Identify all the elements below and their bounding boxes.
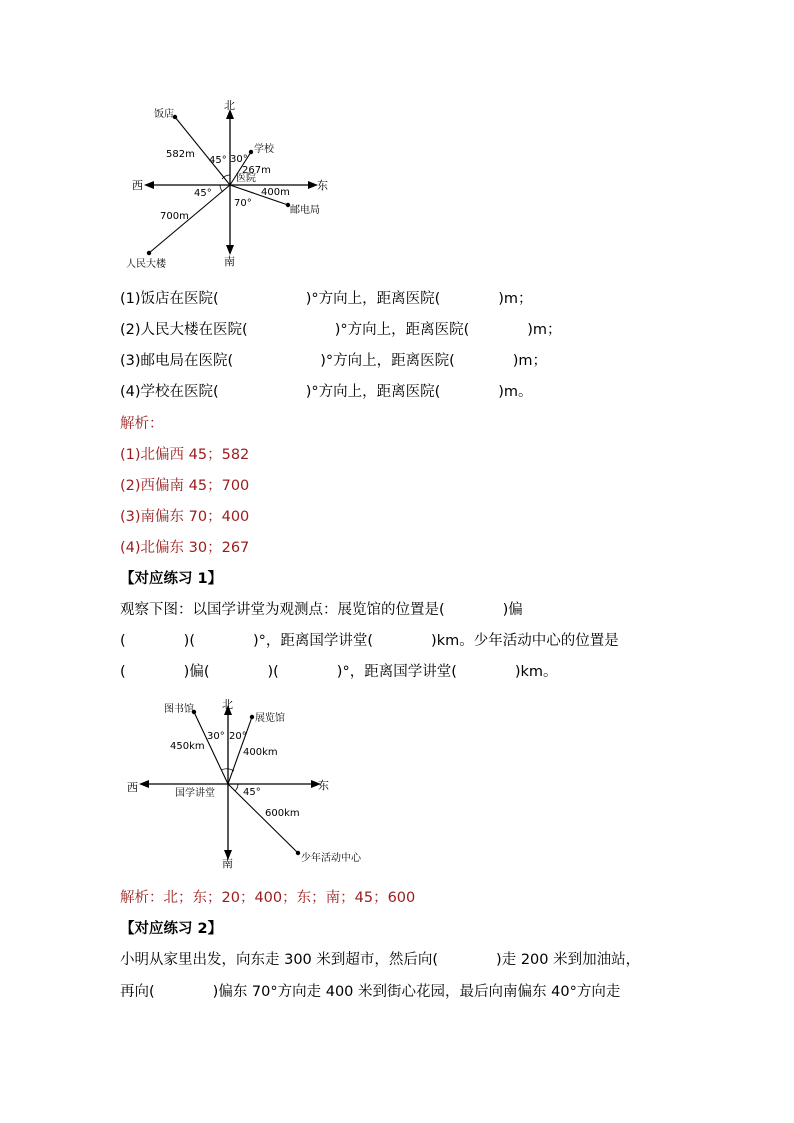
question-1: (1)饭店在医院( )°方向上，距离医院( )m； xyxy=(120,291,533,307)
compass-diagram-hospital xyxy=(120,95,340,275)
angle-nw: 45° xyxy=(209,155,227,166)
label-hospital: 医院 xyxy=(236,173,256,184)
label-restaurant: 饭店 xyxy=(154,109,174,120)
arc-sw xyxy=(220,185,223,192)
practice1-heading: 【对应练习 1】 xyxy=(120,571,223,587)
dist-people-building: 700m xyxy=(160,211,189,222)
label-west: 西 xyxy=(127,781,138,794)
practice2-heading: 【对应练习 2】 xyxy=(120,921,223,937)
question-3: (3)邮电局在医院( )°方向上，距离医院( )m； xyxy=(120,353,548,369)
label-east: 东 xyxy=(317,179,328,192)
dist-youth-center: 600km xyxy=(265,808,300,819)
dot-youth-center xyxy=(296,851,300,855)
label-east: 东 xyxy=(318,779,329,792)
label-post-office: 邮电局 xyxy=(290,205,320,216)
label-library: 图书馆 xyxy=(164,704,194,715)
angle-ne: 20° xyxy=(229,731,247,742)
analysis-answer-4: (4)北偏东 30；267 xyxy=(120,540,250,556)
analysis-answer-3: (3)南偏东 70；400 xyxy=(120,509,250,525)
dist-library: 450km xyxy=(170,741,205,752)
angle-se: 45° xyxy=(243,787,261,798)
label-south: 南 xyxy=(222,857,233,870)
practice1-line-2: ( )( )°，距离国学讲堂( )km。少年活动中心的位置是 xyxy=(120,633,619,649)
compass-diagram-lecture-hall xyxy=(115,695,385,870)
dist-post-office: 400m xyxy=(261,187,290,198)
dot-school xyxy=(249,150,253,154)
angle-sw: 45° xyxy=(194,188,212,199)
arrow-south xyxy=(226,245,234,255)
angle-se: 70° xyxy=(234,198,252,209)
label-south: 南 xyxy=(224,255,235,268)
angle-ne: 30° xyxy=(230,154,248,165)
label-north: 北 xyxy=(222,698,233,711)
label-people-building: 人民大楼 xyxy=(126,259,166,270)
dist-exhibition: 400km xyxy=(243,747,278,758)
question-2: (2)人民大楼在医院( )°方向上，距离医院( )m； xyxy=(120,322,562,338)
arrow-west xyxy=(139,780,149,788)
question-4: (4)学校在医院( )°方向上，距离医院( )m。 xyxy=(120,384,533,400)
practice1-line-3: ( )偏( )( )°，距离国学讲堂( )km。 xyxy=(120,664,558,680)
dot-people-building xyxy=(147,251,151,255)
dist-school: 267m xyxy=(242,165,271,176)
analysis-answer-2: (2)西偏南 45；700 xyxy=(120,478,250,494)
label-north: 北 xyxy=(224,99,235,112)
practice2-line-1: 小明从家里出发，向东走 300 米到超市，然后向( )走 200 米到加油站， xyxy=(120,952,641,968)
label-youth-center: 少年活动中心 xyxy=(301,853,361,864)
label-west: 西 xyxy=(132,179,143,192)
angle-nw: 30° xyxy=(207,731,225,742)
arrow-west xyxy=(144,181,154,189)
arc-se xyxy=(235,784,238,791)
analysis-answer-1: (1)北偏西 45；582 xyxy=(120,447,250,463)
practice1-answer: 解析：北；东；20；400；东；南；45；600 xyxy=(120,890,416,906)
dot-exhibition xyxy=(250,715,254,719)
label-exhibition: 展览馆 xyxy=(255,713,285,724)
label-school: 学校 xyxy=(254,144,274,155)
practice2-line-2: 再向( )偏东 70°方向走 400 米到街心花园，最后向南偏东 40°方向走 xyxy=(120,984,621,1000)
practice1-line-1: 观察下图：以国学讲堂为观测点：展览馆的位置是( )偏 xyxy=(120,602,523,618)
dist-restaurant: 582m xyxy=(166,149,195,160)
analysis-heading: 解析： xyxy=(120,416,164,432)
label-lecture-hall: 国学讲堂 xyxy=(175,788,215,799)
